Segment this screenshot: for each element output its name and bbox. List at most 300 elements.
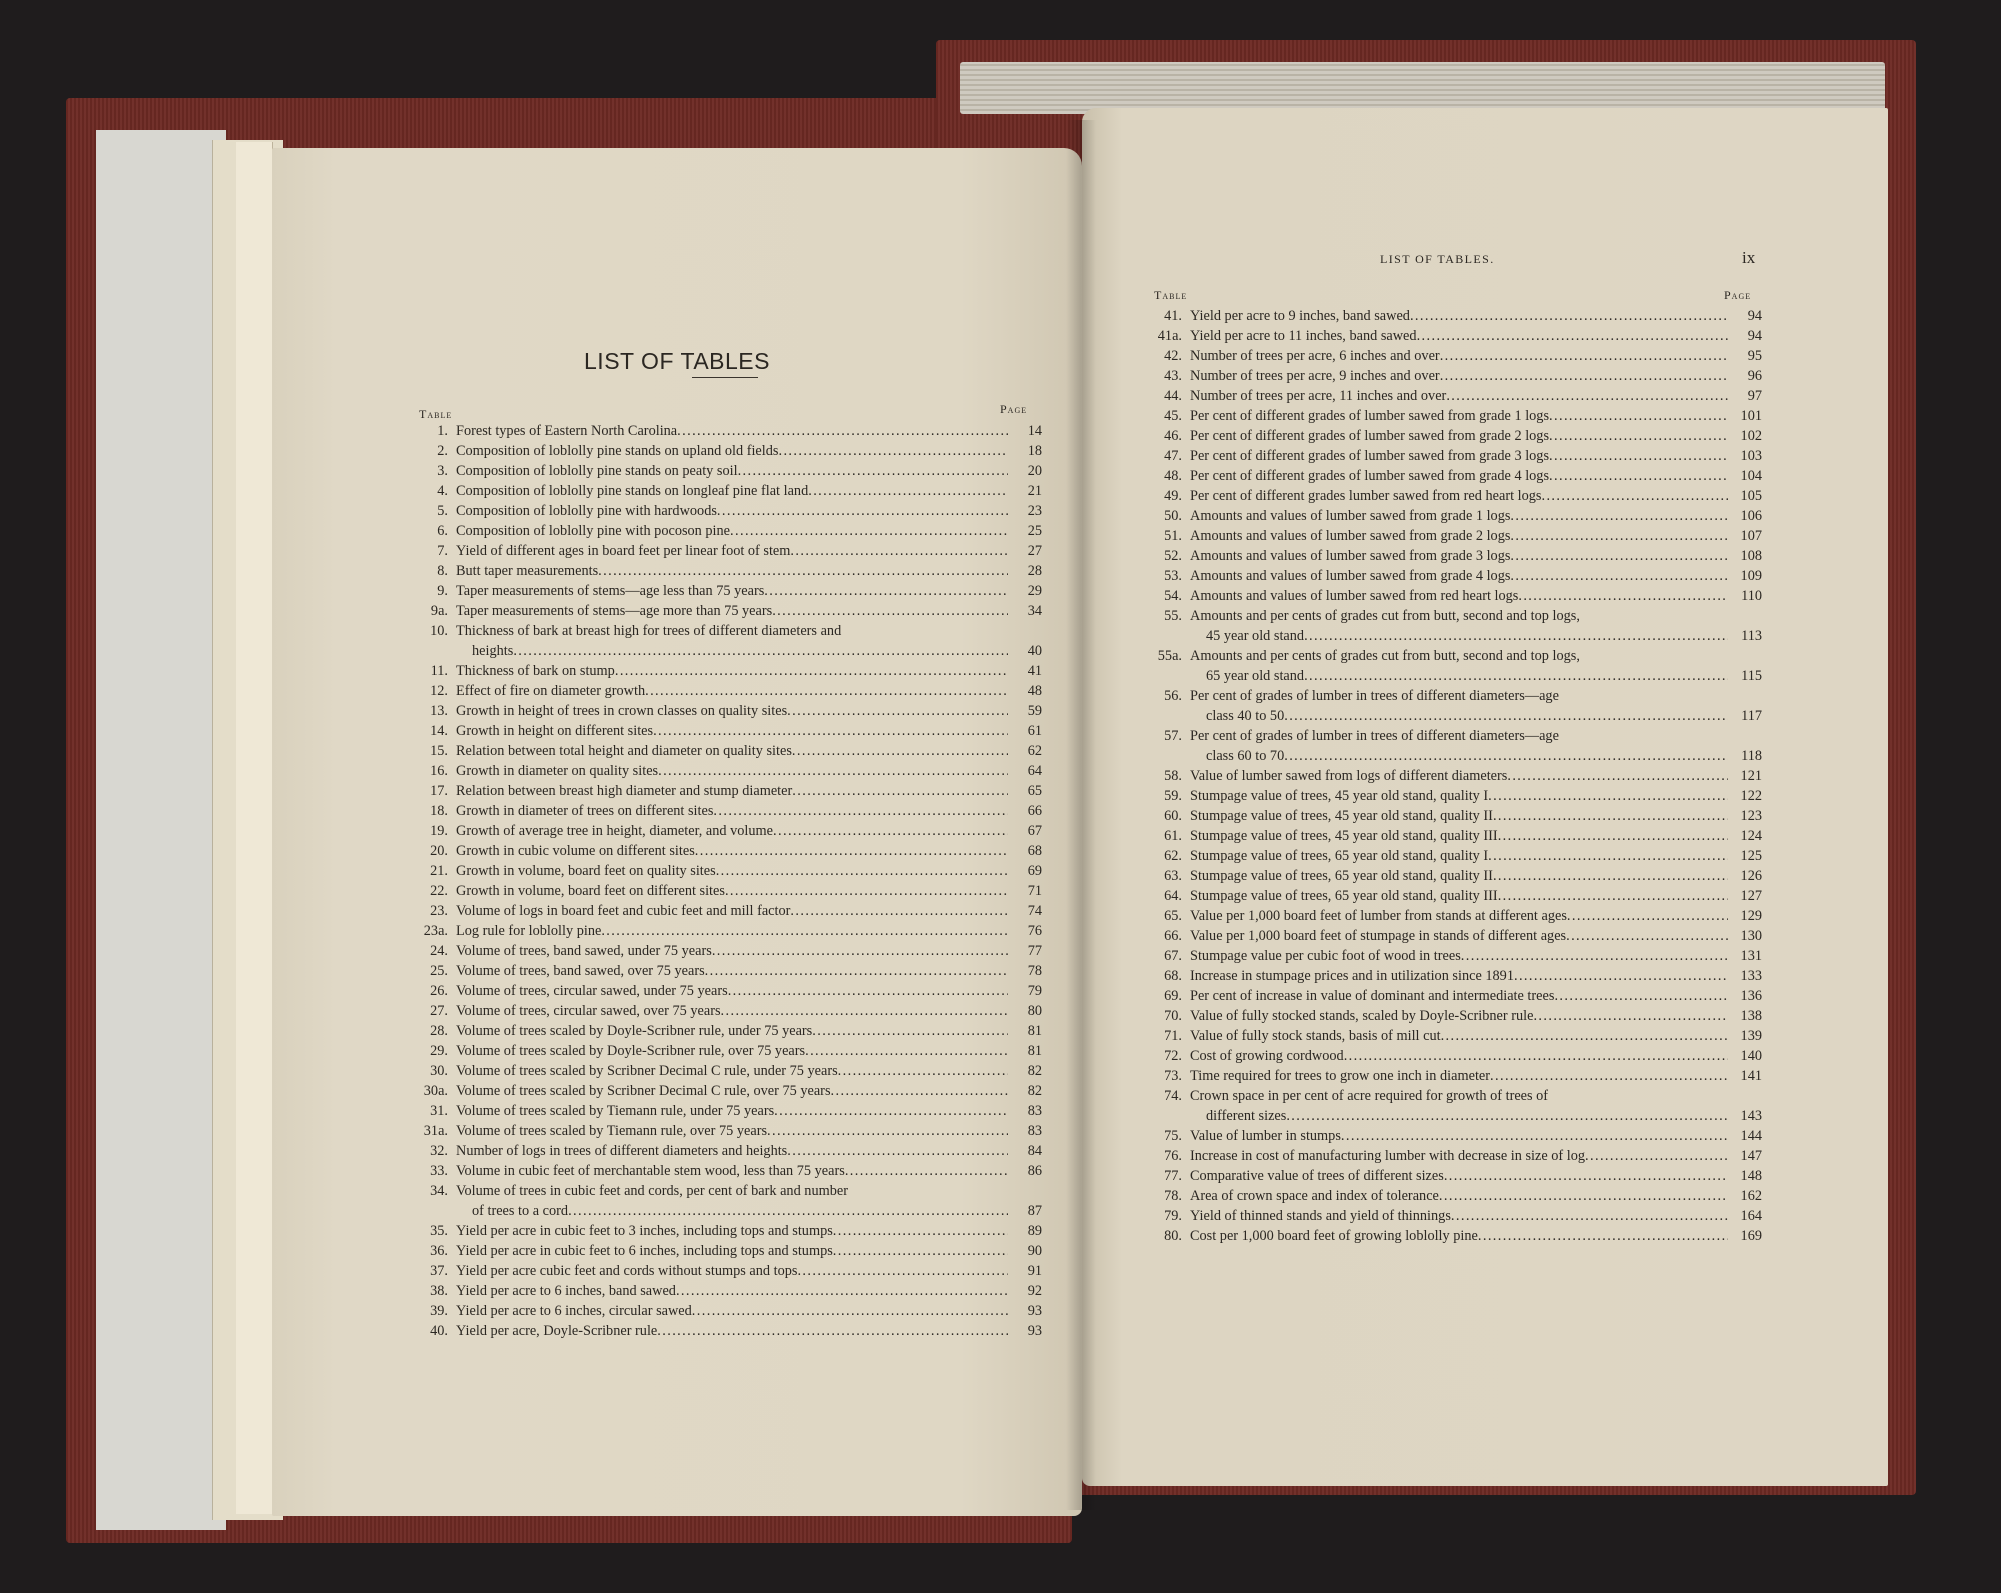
table-title: Growth of average tree in height, diameter, and volume xyxy=(456,823,774,839)
table-title: Relation between breast high diameter and stump diameter xyxy=(456,783,793,799)
page-reference: 121 xyxy=(1740,768,1762,784)
leader-dots xyxy=(1549,466,1728,486)
table-number: 74. xyxy=(1164,1088,1182,1104)
leader-dots xyxy=(1533,1006,1728,1026)
table-title: Yield per acre to 11 inches, band sawed xyxy=(1190,328,1417,344)
leader-dots xyxy=(808,481,1008,501)
table-list-item xyxy=(1146,786,1762,806)
leader-dots xyxy=(773,821,1008,841)
table-title: Number of trees per acre, 11 inches and over xyxy=(1190,388,1447,404)
table-number: 23. xyxy=(430,903,448,919)
leader-dots xyxy=(1417,326,1728,346)
page-reference: 105 xyxy=(1740,488,1762,504)
leader-dots xyxy=(1493,866,1728,886)
page-reference: 96 xyxy=(1747,368,1762,384)
leader-dots xyxy=(1410,306,1728,326)
table-list-item xyxy=(412,581,1042,601)
page-reference: 78 xyxy=(1027,963,1042,979)
table-number: 31a. xyxy=(423,1123,448,1139)
page-number: ix xyxy=(1742,248,1756,267)
table-number: 14. xyxy=(430,723,448,739)
page-reference: 138 xyxy=(1740,1008,1762,1024)
leader-dots xyxy=(1304,626,1728,646)
table-list-item xyxy=(1146,426,1762,446)
table-number: 65. xyxy=(1164,908,1182,924)
page-reference: 104 xyxy=(1740,468,1762,484)
leader-dots xyxy=(615,661,1008,681)
table-title: Value of fully stock stands, basis of mill cut xyxy=(1190,1028,1441,1044)
table-number: 67. xyxy=(1164,948,1182,964)
table-list-item xyxy=(412,781,1042,801)
table-number: 41. xyxy=(1164,308,1182,324)
table-title: Per cent of different grades of lumber sawed from grade 3 logs xyxy=(1190,448,1550,464)
table-number: 45. xyxy=(1164,408,1182,424)
table-title: Cost per 1,000 board feet of growing loblolly pine xyxy=(1190,1228,1478,1244)
table-list-item xyxy=(1146,1226,1762,1246)
table-title-continued: 65 year old stand xyxy=(1206,668,1305,684)
table-number: 9a. xyxy=(430,603,448,619)
table-title: Per cent of different grades of lumber sawed from grade 4 logs xyxy=(1190,468,1550,484)
page-reference: 77 xyxy=(1027,943,1042,959)
table-list-item xyxy=(412,561,1042,581)
table-title: Amounts and values of lumber sawed from grade 1 logs xyxy=(1190,508,1511,524)
leader-dots xyxy=(1286,1106,1728,1126)
page-reference: 110 xyxy=(1741,588,1762,604)
leader-dots xyxy=(695,841,1008,861)
leader-dots xyxy=(787,701,1008,721)
table-title: Increase in cost of manufacturing lumber with decrease in size of log xyxy=(1190,1148,1586,1164)
table-title: Volume of trees scaled by Doyle-Scribner rule, under 75 years xyxy=(456,1023,813,1039)
table-title: Amounts and values of lumber sawed from grade 3 logs xyxy=(1190,548,1511,564)
leader-dots xyxy=(838,1061,1008,1081)
page-reference: 80 xyxy=(1027,1003,1042,1019)
table-number: 73. xyxy=(1164,1068,1182,1084)
leader-dots xyxy=(778,441,1008,461)
table-list-item xyxy=(1146,1026,1762,1046)
table-number: 34. xyxy=(430,1183,448,1199)
table-list-item xyxy=(1146,1046,1762,1066)
leader-dots xyxy=(1549,426,1728,446)
table-list-item xyxy=(412,461,1042,481)
table-list-item xyxy=(1146,966,1762,986)
table-title: Growth in diameter of trees on different sites xyxy=(456,803,714,819)
table-title: Taper measurements of stems—age less than 75 years xyxy=(456,583,765,599)
page-reference: 74 xyxy=(1027,903,1042,919)
table-list-item xyxy=(412,981,1042,1001)
table-title: Value of fully stocked stands, scaled by Doyle-Scribner rule xyxy=(1190,1008,1534,1024)
table-number: 48. xyxy=(1164,468,1182,484)
table-list-item xyxy=(1146,946,1762,966)
leader-dots xyxy=(1510,546,1728,566)
column-header-table: Table xyxy=(419,407,453,421)
table-title: Volume of trees, band sawed, under 75 years xyxy=(456,943,712,959)
page-reference: 123 xyxy=(1740,808,1762,824)
table-list-item xyxy=(1146,886,1762,906)
table-number: 22. xyxy=(430,883,448,899)
table-number: 11. xyxy=(430,663,448,679)
page-reference: 18 xyxy=(1027,443,1042,459)
table-number: 10. xyxy=(430,623,448,639)
page-reference: 129 xyxy=(1740,908,1762,924)
running-head: LIST OF TABLES. xyxy=(1380,252,1495,266)
table-title: Forest types of Eastern North Carolina xyxy=(456,423,678,439)
leader-dots xyxy=(790,541,1008,561)
leader-dots xyxy=(797,1261,1008,1281)
table-list-item xyxy=(1146,306,1762,326)
table-list-item xyxy=(1146,986,1762,1006)
page-reference: 93 xyxy=(1027,1303,1042,1319)
table-number: 28. xyxy=(430,1023,448,1039)
table-number: 30. xyxy=(430,1063,448,1079)
table-list-item xyxy=(1146,1166,1762,1186)
page-reference: 102 xyxy=(1740,428,1762,444)
page-reference: 126 xyxy=(1740,868,1762,884)
table-list-item xyxy=(412,761,1042,781)
table-number: 38. xyxy=(430,1283,448,1299)
table-list-item xyxy=(412,901,1042,921)
table-title-continued: of trees to a cord xyxy=(472,1203,569,1219)
leader-dots xyxy=(677,421,1008,441)
table-list-item xyxy=(1146,646,1762,686)
table-number: 77. xyxy=(1164,1168,1182,1184)
table-title: Stumpage value of trees, 65 year old stand, quality III xyxy=(1190,888,1498,904)
leader-dots xyxy=(772,601,1008,621)
page-reference: 97 xyxy=(1747,388,1762,404)
column-header-page: Page xyxy=(1724,288,1752,302)
book-gutter xyxy=(1066,120,1096,1510)
table-number: 57. xyxy=(1164,728,1182,744)
page-reference: 79 xyxy=(1027,983,1042,999)
table-number: 58. xyxy=(1164,768,1182,784)
table-number: 19. xyxy=(430,823,448,839)
page-reference: 94 xyxy=(1747,328,1762,344)
leader-dots xyxy=(792,741,1008,761)
table-list-item xyxy=(1146,526,1762,546)
leader-dots xyxy=(1341,1126,1728,1146)
table-number: 33. xyxy=(430,1163,448,1179)
table-title-continued: 45 year old stand xyxy=(1206,628,1305,644)
table-number: 20. xyxy=(430,843,448,859)
page-reference: 113 xyxy=(1741,628,1762,644)
page-reference: 127 xyxy=(1740,888,1762,904)
table-list-item xyxy=(412,621,1042,661)
table-list-item xyxy=(412,681,1042,701)
table-title: Per cent of different grades of lumber sawed from grade 2 logs xyxy=(1190,428,1550,444)
table-title: Value of lumber in stumps xyxy=(1190,1128,1341,1144)
table-number: 36. xyxy=(430,1243,448,1259)
table-title: Value per 1,000 board feet of stumpage in stands of different ages xyxy=(1190,928,1567,944)
leader-dots xyxy=(712,941,1008,961)
table-number: 5. xyxy=(437,503,448,519)
table-number: 16. xyxy=(430,763,448,779)
page-reference: 103 xyxy=(1740,448,1762,464)
table-title: Per cent of different grades lumber sawed from red heart logs xyxy=(1190,488,1542,504)
table-title: Per cent of different grades of lumber sawed from grade 1 logs xyxy=(1190,408,1550,424)
table-number: 61. xyxy=(1164,828,1182,844)
table-number: 80. xyxy=(1164,1228,1182,1244)
leader-dots xyxy=(728,981,1008,1001)
table-number: 35. xyxy=(430,1223,448,1239)
table-number: 8. xyxy=(437,563,448,579)
table-number: 40. xyxy=(430,1323,448,1339)
table-title: Composition of loblolly pine stands on upland old fields xyxy=(456,443,779,459)
leader-dots xyxy=(1284,706,1728,726)
table-number: 31. xyxy=(430,1103,448,1119)
table-title: Number of trees per acre, 6 inches and over xyxy=(1190,348,1440,364)
page-reference: 136 xyxy=(1740,988,1762,1004)
page-reference: 68 xyxy=(1027,843,1042,859)
leader-dots xyxy=(738,461,1008,481)
table-list-item xyxy=(412,1181,1042,1221)
leader-dots xyxy=(1514,966,1728,986)
page-reference: 20 xyxy=(1027,463,1042,479)
table-title: Volume of trees scaled by Scribner Decimal C rule, under 75 years xyxy=(456,1063,838,1079)
table-list-item xyxy=(1146,546,1762,566)
column-header-table: Table xyxy=(1154,288,1188,302)
table-title: Composition of loblolly pine with hardwoods xyxy=(456,503,717,519)
table-list-item xyxy=(1146,466,1762,486)
table-title: Growth in volume, board feet on quality sites xyxy=(456,863,716,879)
table-title: Composition of loblolly pine stands on peaty soil xyxy=(456,463,738,479)
table-list-item xyxy=(412,501,1042,521)
table-title: Log rule for loblolly pine xyxy=(456,923,602,939)
leader-dots xyxy=(1304,666,1728,686)
table-number: 41a. xyxy=(1157,328,1182,344)
page-reference: 61 xyxy=(1027,723,1042,739)
table-list-item xyxy=(1146,1186,1762,1206)
table-title: Volume of trees, band sawed, over 75 years xyxy=(456,963,705,979)
table-number: 56. xyxy=(1164,688,1182,704)
page-block-edge xyxy=(960,62,1885,114)
page-reference: 109 xyxy=(1740,568,1762,584)
table-title: Composition of loblolly pine with pocoson pine xyxy=(456,523,731,539)
page-reference: 59 xyxy=(1027,703,1042,719)
title-rule xyxy=(692,377,758,378)
page-reference: 28 xyxy=(1027,563,1042,579)
table-title: Volume of trees scaled by Tiemann rule, under 75 years xyxy=(456,1103,775,1119)
leader-dots xyxy=(1541,486,1728,506)
page-reference: 140 xyxy=(1740,1048,1762,1064)
page-reference: 118 xyxy=(1741,748,1762,764)
table-number: 68. xyxy=(1164,968,1182,984)
leader-dots xyxy=(1488,786,1728,806)
table-title: Growth in height on different sites xyxy=(456,723,654,739)
leader-dots xyxy=(645,681,1008,701)
table-number: 62. xyxy=(1164,848,1182,864)
table-title: Time required for trees to grow one inch in diameter xyxy=(1190,1068,1491,1084)
table-number: 53. xyxy=(1164,568,1182,584)
table-number: 52. xyxy=(1164,548,1182,564)
table-title: Stumpage value of trees, 65 year old stand, quality I xyxy=(1190,848,1489,864)
table-number: 55. xyxy=(1164,608,1182,624)
table-list-item xyxy=(412,1161,1042,1181)
table-number: 59. xyxy=(1164,788,1182,804)
table-number: 60. xyxy=(1164,808,1182,824)
flyleaf-tissue xyxy=(96,130,226,1530)
table-list-item xyxy=(1146,1126,1762,1146)
leader-dots xyxy=(513,641,1008,661)
table-number: 64. xyxy=(1164,888,1182,904)
table-number: 30a. xyxy=(423,1083,448,1099)
page-reference: 64 xyxy=(1027,763,1042,779)
table-title-continued: different sizes xyxy=(1206,1108,1287,1124)
leader-dots xyxy=(1498,886,1728,906)
table-number: 21. xyxy=(430,863,448,879)
leader-dots xyxy=(653,721,1008,741)
table-number: 32. xyxy=(430,1143,448,1159)
table-list-item xyxy=(1146,566,1762,586)
table-list-item xyxy=(1146,1066,1762,1086)
page-reference: 81 xyxy=(1027,1023,1042,1039)
table-title-continued: heights xyxy=(472,643,514,659)
table-title: Volume of trees scaled by Scribner Decimal C rule, over 75 years xyxy=(456,1083,831,1099)
table-number: 6. xyxy=(437,523,448,539)
leader-dots xyxy=(1507,766,1728,786)
table-number: 69. xyxy=(1164,988,1182,1004)
table-list-item xyxy=(412,601,1042,621)
table-number: 24. xyxy=(430,943,448,959)
leader-dots xyxy=(787,1141,1008,1161)
table-list-item xyxy=(412,701,1042,721)
page-reference: 91 xyxy=(1027,1263,1042,1279)
table-number: 25. xyxy=(430,963,448,979)
page-reference: 101 xyxy=(1740,408,1762,424)
leader-dots xyxy=(812,1021,1008,1041)
table-list-item xyxy=(1146,326,1762,346)
table-number: 54. xyxy=(1164,588,1182,604)
table-list-item xyxy=(412,1041,1042,1061)
leader-dots xyxy=(716,861,1008,881)
page-reference: 92 xyxy=(1027,1283,1042,1299)
table-list-item xyxy=(1146,726,1762,766)
table-title: Amounts and values of lumber sawed from grade 2 logs xyxy=(1190,528,1511,544)
table-number: 51. xyxy=(1164,528,1182,544)
page-reference: 27 xyxy=(1027,543,1042,559)
table-number: 47. xyxy=(1164,448,1182,464)
page-reference: 62 xyxy=(1027,743,1042,759)
page-reference: 89 xyxy=(1027,1223,1042,1239)
leader-dots xyxy=(1488,846,1728,866)
page-reference: 48 xyxy=(1027,683,1042,699)
page-reference: 130 xyxy=(1740,928,1762,944)
right-page xyxy=(1082,108,1888,1486)
leader-dots xyxy=(764,581,1008,601)
table-list-item xyxy=(412,1021,1042,1041)
leader-dots xyxy=(833,1221,1008,1241)
table-list-item xyxy=(412,1301,1042,1321)
leader-dots xyxy=(568,1201,1008,1221)
leader-dots xyxy=(601,921,1008,941)
table-list-item xyxy=(412,921,1042,941)
table-title: Cost of growing cordwood xyxy=(1190,1048,1344,1064)
table-list-item xyxy=(412,1281,1042,1301)
page-reference: 90 xyxy=(1027,1243,1042,1259)
page-reference: 40 xyxy=(1027,643,1042,659)
table-number: 27. xyxy=(430,1003,448,1019)
table-number: 63. xyxy=(1164,868,1182,884)
table-list-item xyxy=(412,961,1042,981)
table-title: Volume in cubic feet of merchantable stem wood, less than 75 years xyxy=(456,1163,845,1179)
table-list-item xyxy=(1146,486,1762,506)
table-number: 55a. xyxy=(1157,648,1182,664)
table-number: 79. xyxy=(1164,1208,1182,1224)
page-reference: 164 xyxy=(1740,1208,1762,1224)
page-reference: 139 xyxy=(1740,1028,1762,1044)
table-list-item xyxy=(1146,1006,1762,1026)
table-title: Stumpage value of trees, 45 year old stand, quality II xyxy=(1190,808,1493,824)
table-list-item xyxy=(1146,1086,1762,1126)
leader-dots xyxy=(831,1081,1008,1101)
table-list-item xyxy=(412,941,1042,961)
table-title: Area of crown space and index of tolerance xyxy=(1190,1188,1439,1204)
table-list-item xyxy=(412,661,1042,681)
table-list-item xyxy=(1146,406,1762,426)
page-reference: 87 xyxy=(1027,1203,1042,1219)
table-number: 2. xyxy=(437,443,448,459)
table-number: 13. xyxy=(430,703,448,719)
table-title: Yield per acre in cubic feet to 6 inches, including tops and stumps xyxy=(456,1243,833,1259)
leader-dots xyxy=(725,881,1008,901)
table-number: 70. xyxy=(1164,1008,1182,1024)
table-list-item xyxy=(412,1081,1042,1101)
table-title: Volume of logs in board feet and cubic feet and mill factor xyxy=(456,903,791,919)
table-number: 26. xyxy=(430,983,448,999)
table-number: 12. xyxy=(430,683,448,699)
table-number: 29. xyxy=(430,1043,448,1059)
table-list-item xyxy=(412,481,1042,501)
table-list-item xyxy=(1146,1146,1762,1166)
table-title: Volume of trees, circular sawed, under 75 years xyxy=(456,983,728,999)
page-reference: 131 xyxy=(1740,948,1762,964)
page-reference: 67 xyxy=(1027,823,1042,839)
leader-dots xyxy=(1498,826,1728,846)
page-reference: 34 xyxy=(1027,603,1042,619)
leader-dots xyxy=(730,521,1008,541)
leader-dots xyxy=(845,1161,1008,1181)
table-list-item xyxy=(412,881,1042,901)
page-reference: 162 xyxy=(1740,1188,1762,1204)
page-reference: 81 xyxy=(1027,1043,1042,1059)
leader-dots xyxy=(692,1301,1008,1321)
table-list-item xyxy=(412,541,1042,561)
leader-dots xyxy=(767,1121,1008,1141)
leader-dots xyxy=(1451,1206,1728,1226)
leader-dots xyxy=(717,501,1008,521)
left-page xyxy=(272,148,1082,1516)
table-number: 7. xyxy=(437,543,448,559)
table-list-item xyxy=(412,1141,1042,1161)
table-number: 39. xyxy=(430,1303,448,1319)
leader-dots xyxy=(1284,746,1728,766)
leader-dots xyxy=(657,1321,1008,1341)
leader-dots xyxy=(1344,1046,1728,1066)
table-title: Growth in diameter on quality sites xyxy=(456,763,659,779)
column-header-page: Page xyxy=(1000,402,1028,416)
table-number: 43. xyxy=(1164,368,1182,384)
table-list-item xyxy=(412,1261,1042,1281)
table-list-item xyxy=(1146,346,1762,366)
page-reference: 124 xyxy=(1740,828,1762,844)
leader-dots xyxy=(1478,1226,1728,1246)
table-title: Taper measurements of stems—age more than 75 years xyxy=(456,603,773,619)
table-number: 49. xyxy=(1164,488,1182,504)
table-title-continued: class 60 to 70 xyxy=(1206,748,1285,764)
table-title: Yield per acre to 9 inches, band sawed xyxy=(1190,308,1410,324)
table-number: 1. xyxy=(437,423,448,439)
table-number: 75. xyxy=(1164,1128,1182,1144)
page-reference: 169 xyxy=(1740,1228,1762,1244)
leader-dots xyxy=(598,561,1008,581)
